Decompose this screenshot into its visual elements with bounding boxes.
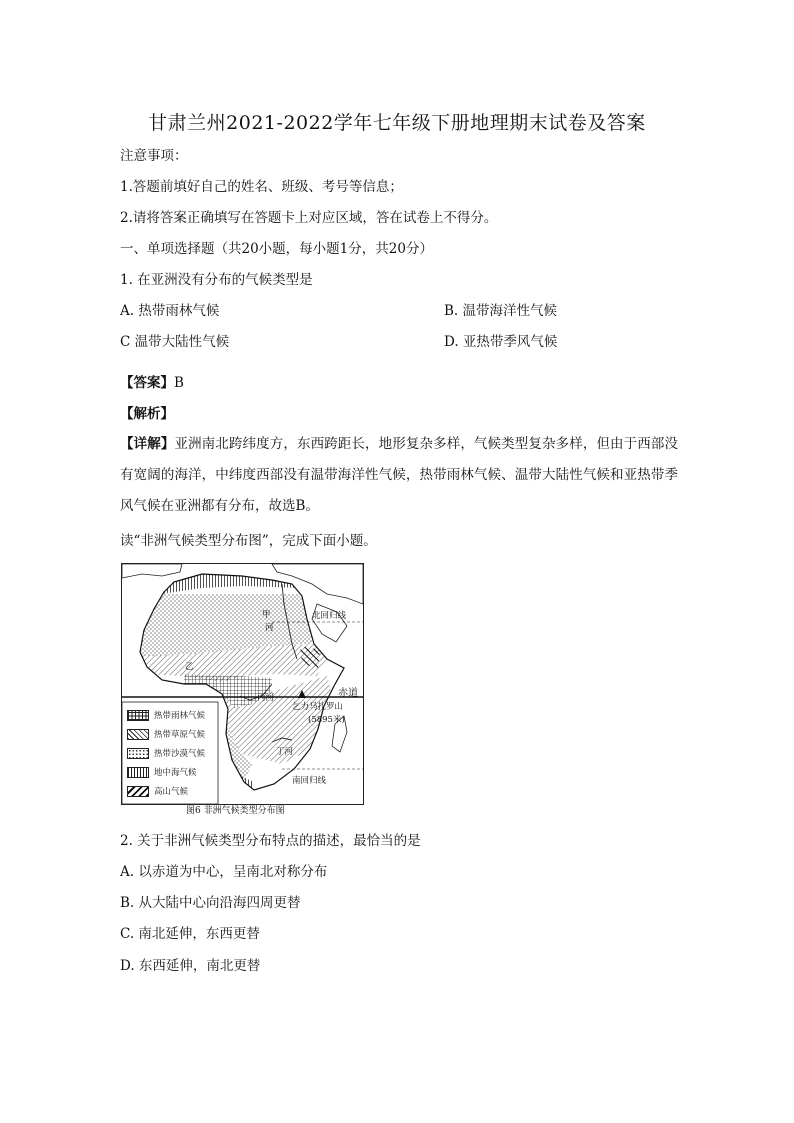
mountain-label: 乞力马扎罗山 <box>292 702 344 712</box>
question-2-option-b: B. 从大陆中心向沿海四周更替 <box>120 895 301 911</box>
legend-swatch <box>127 748 149 759</box>
question-1-option-b: B. 温带海洋性气候 <box>444 303 558 319</box>
question-1-option-c: C 温带大陆性气候 <box>120 334 230 350</box>
river-jia-label: 甲 <box>262 610 271 620</box>
legend-label: 热带雨林气候 <box>154 711 206 721</box>
river-ding-label: 丁河 <box>276 747 294 757</box>
tropic-of-cancer-label: 北回归线 <box>312 611 347 621</box>
legend-label: 地中海气候 <box>154 768 197 778</box>
map-caption: 图6 非洲气候类型分布图 <box>186 806 285 816</box>
answer-value: B <box>174 375 184 391</box>
question-2-option-a: A. 以赤道为中心，呈南北对称分布 <box>120 864 328 880</box>
analysis-label: 【解析】 <box>120 406 174 422</box>
notice-heading: 注意事项： <box>120 148 188 164</box>
question-1-answer <box>120 374 184 392</box>
tropic-of-capricorn-label: 南回归线 <box>292 776 327 786</box>
question-1-option-d: D. 亚热带季风气候 <box>444 334 558 350</box>
detail-text: 亚洲南北跨纬度方，东西跨距长，地形复杂多样，气候类型复杂多样，但由于西部没有宽阔的海洋，中纬度西部没有温带海洋性气候，热带雨林气候、温带大陆性气候和亚热带季风气候在亚洲都有分布，故选B。 <box>120 436 679 514</box>
legend-swatch <box>127 767 149 778</box>
equator-label: 赤道 <box>338 688 358 699</box>
question-2-stem: 2. 关于非洲气候类型分布特点的描述，最恰当的是 <box>120 833 421 849</box>
notice-item-2: 2.请将答案正确填写在答题卡上对应区域，答在试卷上不得分。 <box>120 210 498 226</box>
legend-swatch <box>127 710 149 721</box>
legend-label: 热带草原气候 <box>154 730 206 740</box>
answer-label: 【答案】 <box>120 375 174 391</box>
river-yi-label: 乙 <box>185 662 194 672</box>
mountain-height-label: (5895米) <box>308 715 345 725</box>
detail-label: 【详解】 <box>120 436 175 452</box>
legend-label: 热带沙漠气候 <box>154 749 206 759</box>
question-1-detail <box>120 429 678 522</box>
river-jia-he-label: 河 <box>265 623 274 633</box>
legend-label: 高山气候 <box>154 787 189 797</box>
question-1-option-a: A. 热带雨林气候 <box>120 303 220 319</box>
read-map-prompt: 读“非洲气候类型分布图”，完成下面小题。 <box>120 533 377 549</box>
river-bing-label: 丙河 <box>257 693 275 703</box>
question-2-option-c: C. 南北延伸，东西更替 <box>120 926 260 942</box>
legend-swatch <box>127 729 149 740</box>
question-1-stem: 1. 在亚洲没有分布的气候类型是 <box>120 272 313 288</box>
legend-swatch <box>127 786 149 797</box>
africa-climate-map <box>121 563 364 805</box>
document-title: 甘肃兰州2021-2022学年七年级下册地理期末试卷及答案 <box>148 112 646 134</box>
section-heading: 一、单项选择题（共20小题，每小题1分，共20分） <box>120 241 433 257</box>
question-2-option-d: D. 东西延伸，南北更替 <box>120 958 261 974</box>
notice-item-1: 1.答题前填好自己的姓名、班级、考号等信息； <box>120 179 403 195</box>
